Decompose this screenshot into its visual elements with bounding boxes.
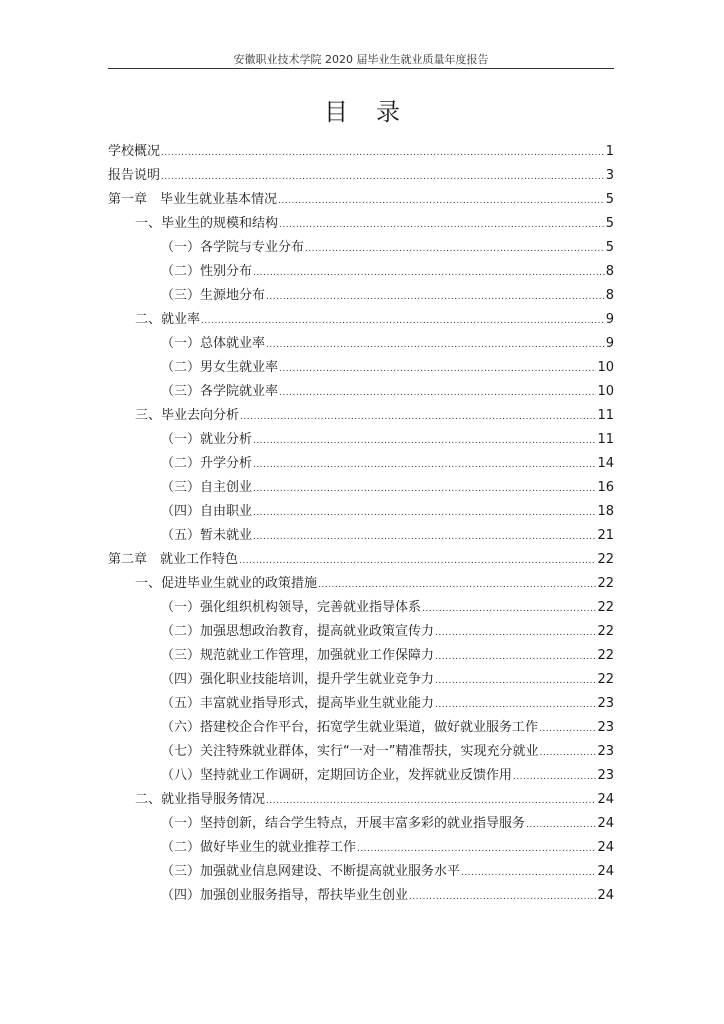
toc-entry[interactable] [108, 836, 614, 860]
toc-entry-label: （一）各学院与专业分布 [161, 240, 305, 255]
toc-entry-page-number: 18 [597, 504, 614, 519]
toc-entry-page-number: 1 [605, 144, 614, 159]
toc-dot-leader [253, 429, 596, 453]
toc-entry[interactable] [108, 572, 614, 596]
toc-dot-leader [526, 813, 596, 837]
toc-entry[interactable] [108, 644, 614, 668]
toc-entry-page-number: 9 [605, 312, 614, 327]
toc-dot-leader [278, 189, 605, 213]
toc-dot-leader [161, 141, 605, 165]
toc-entry-page-number: 11 [597, 432, 614, 447]
toc-entry[interactable] [108, 692, 614, 716]
toc-dot-leader [253, 453, 596, 477]
running-header: 安徽职业技术学院 2020 届毕业生就业质量年度报告 [233, 53, 489, 66]
toc-entry-label: （二）加强思想政治教育，提高就业政策宣传力 [161, 624, 435, 639]
toc-entry[interactable] [108, 620, 614, 644]
toc-entry[interactable] [108, 788, 614, 812]
toc-dot-leader [266, 285, 605, 309]
toc-entry-label: （四）强化职业技能培训，提升学生就业竞争力 [161, 672, 435, 687]
toc-entry-label: （五）丰富就业指导形式，提高毕业生就业能力 [161, 696, 435, 711]
toc-dot-leader [435, 693, 596, 717]
toc-entry-page-number: 24 [597, 792, 614, 807]
toc-dot-leader [513, 765, 596, 789]
toc-dot-leader [253, 525, 596, 549]
toc-dot-leader [279, 213, 605, 237]
table-of-contents [108, 140, 614, 908]
toc-dot-leader [305, 237, 605, 261]
toc-entry-label: 二、就业指导服务情况 [135, 792, 266, 807]
toc-dot-leader [435, 669, 596, 693]
toc-dot-leader [279, 381, 596, 405]
toc-entry-page-number: 22 [597, 600, 614, 615]
toc-title: 目录 [324, 98, 428, 126]
toc-entry[interactable] [108, 332, 614, 356]
toc-dot-leader [240, 405, 596, 429]
toc-entry-page-number: 22 [597, 648, 614, 663]
toc-entry-page-number: 24 [597, 840, 614, 855]
toc-entry-label: （三）自主创业 [161, 480, 253, 495]
toc-entry[interactable] [108, 596, 614, 620]
toc-entry-label: （二）性别分布 [161, 264, 253, 279]
toc-entry-label: （一）强化组织机构领导，完善就业指导体系 [161, 600, 422, 615]
toc-entry[interactable] [108, 284, 614, 308]
toc-entry-page-number: 23 [597, 744, 614, 759]
toc-entry-label: （三）各学院就业率 [161, 384, 279, 399]
toc-entry-label: （二）做好毕业生的就业推荐工作 [161, 840, 357, 855]
toc-entry-page-number: 24 [597, 888, 614, 903]
toc-entry-page-number: 21 [597, 528, 614, 543]
toc-entry-page-number: 23 [597, 696, 614, 711]
toc-entry-page-number: 5 [605, 192, 614, 207]
toc-entry-label: （四）自由职业 [161, 504, 253, 519]
toc-dot-leader [253, 501, 596, 525]
toc-entry[interactable] [108, 668, 614, 692]
toc-entry-label: 三、毕业去向分析 [135, 408, 240, 423]
toc-entry-label: （一）总体就业率 [161, 336, 266, 351]
toc-entry[interactable] [108, 716, 614, 740]
toc-dot-leader [161, 165, 605, 189]
toc-entry-page-number: 5 [605, 216, 614, 231]
toc-dot-leader [539, 741, 596, 765]
toc-dot-leader [539, 717, 596, 741]
toc-entry-label: （五）暂未就业 [161, 528, 253, 543]
toc-entry[interactable] [108, 428, 614, 452]
toc-entry-page-number: 22 [597, 552, 614, 567]
toc-entry[interactable] [108, 476, 614, 500]
toc-entry[interactable] [108, 356, 614, 380]
toc-entry-label: 第一章 毕业生就业基本情况 [108, 192, 278, 207]
toc-entry[interactable] [108, 140, 614, 164]
toc-entry-page-number: 8 [605, 264, 614, 279]
toc-dot-leader [239, 549, 596, 573]
toc-dot-leader [422, 597, 596, 621]
toc-dot-leader [435, 645, 596, 669]
toc-entry[interactable] [108, 236, 614, 260]
toc-entry[interactable] [108, 524, 614, 548]
toc-entry[interactable] [108, 164, 614, 188]
toc-entry[interactable] [108, 764, 614, 788]
toc-entry-label: （六）搭建校企合作平台，拓宽学生就业渠道，做好就业服务工作 [161, 720, 539, 735]
toc-entry-page-number: 14 [597, 456, 614, 471]
toc-entry-label: 二、就业率 [135, 312, 201, 327]
toc-entry-page-number: 5 [605, 240, 614, 255]
toc-entry[interactable] [108, 404, 614, 428]
toc-entry-page-number: 22 [597, 624, 614, 639]
toc-entry-page-number: 24 [597, 864, 614, 879]
toc-entry[interactable] [108, 452, 614, 476]
header-rule [108, 68, 614, 69]
toc-entry[interactable] [108, 380, 614, 404]
toc-dot-leader [435, 621, 596, 645]
toc-entry-page-number: 10 [597, 384, 614, 399]
toc-entry[interactable] [108, 500, 614, 524]
toc-entry-label: （七）关注特殊就业群体，实行“一对一”精准帮扶，实现充分就业 [161, 744, 539, 759]
toc-entry-page-number: 16 [597, 480, 614, 495]
toc-entry-page-number: 23 [597, 720, 614, 735]
toc-dot-leader [201, 309, 605, 333]
toc-entry-page-number: 22 [597, 576, 614, 591]
toc-entry[interactable] [108, 548, 614, 572]
toc-entry-page-number: 23 [597, 768, 614, 783]
toc-entry[interactable] [108, 740, 614, 764]
toc-dot-leader [266, 333, 605, 357]
toc-entry-page-number: 9 [605, 336, 614, 351]
toc-entry-page-number: 10 [597, 360, 614, 375]
toc-entry-page-number: 8 [605, 288, 614, 303]
toc-entry-page-number: 24 [597, 816, 614, 831]
toc-entry-label: （四）加强创业服务指导，帮扶毕业生创业 [161, 888, 409, 903]
toc-entry[interactable] [108, 860, 614, 884]
toc-entry-label: （二）男女生就业率 [161, 360, 279, 375]
toc-entry-label: 学校概况 [108, 144, 161, 159]
toc-entry-label: 一、毕业生的规模和结构 [135, 216, 279, 231]
toc-entry-label: 报告说明 [108, 168, 161, 183]
toc-entry-page-number: 3 [605, 168, 614, 183]
toc-entry-label: （三）加强就业信息网建设、不断提高就业服务水平 [161, 864, 461, 879]
toc-entry-label: （八）坚持就业工作调研，定期回访企业，发挥就业反馈作用 [161, 768, 513, 783]
toc-entry[interactable] [108, 212, 614, 236]
toc-dot-leader [318, 573, 596, 597]
toc-entry-label: （二）升学分析 [161, 456, 253, 471]
toc-dot-leader [253, 477, 596, 501]
toc-dot-leader [279, 357, 596, 381]
toc-entry-page-number: 22 [597, 672, 614, 687]
toc-entry[interactable] [108, 260, 614, 284]
toc-entry-label: 一、促进毕业生就业的政策措施 [135, 576, 318, 591]
toc-entry-label: （三）生源地分布 [161, 288, 266, 303]
toc-entry[interactable] [108, 308, 614, 332]
toc-entry-page-number: 11 [597, 408, 614, 423]
toc-dot-leader [357, 837, 596, 861]
toc-entry-label: （一）就业分析 [161, 432, 253, 447]
toc-dot-leader [461, 861, 596, 885]
toc-entry-label: 第二章 就业工作特色 [108, 552, 239, 567]
toc-dot-leader [409, 885, 596, 909]
toc-entry[interactable] [108, 812, 614, 836]
toc-entry-label: （三）规范就业工作管理，加强就业工作保障力 [161, 648, 435, 663]
toc-entry-label: （一）坚持创新，结合学生特点，开展丰富多彩的就业指导服务 [161, 816, 526, 831]
toc-dot-leader [253, 261, 605, 285]
toc-dot-leader [266, 789, 596, 813]
toc-entry[interactable] [108, 884, 614, 908]
toc-entry[interactable] [108, 188, 614, 212]
